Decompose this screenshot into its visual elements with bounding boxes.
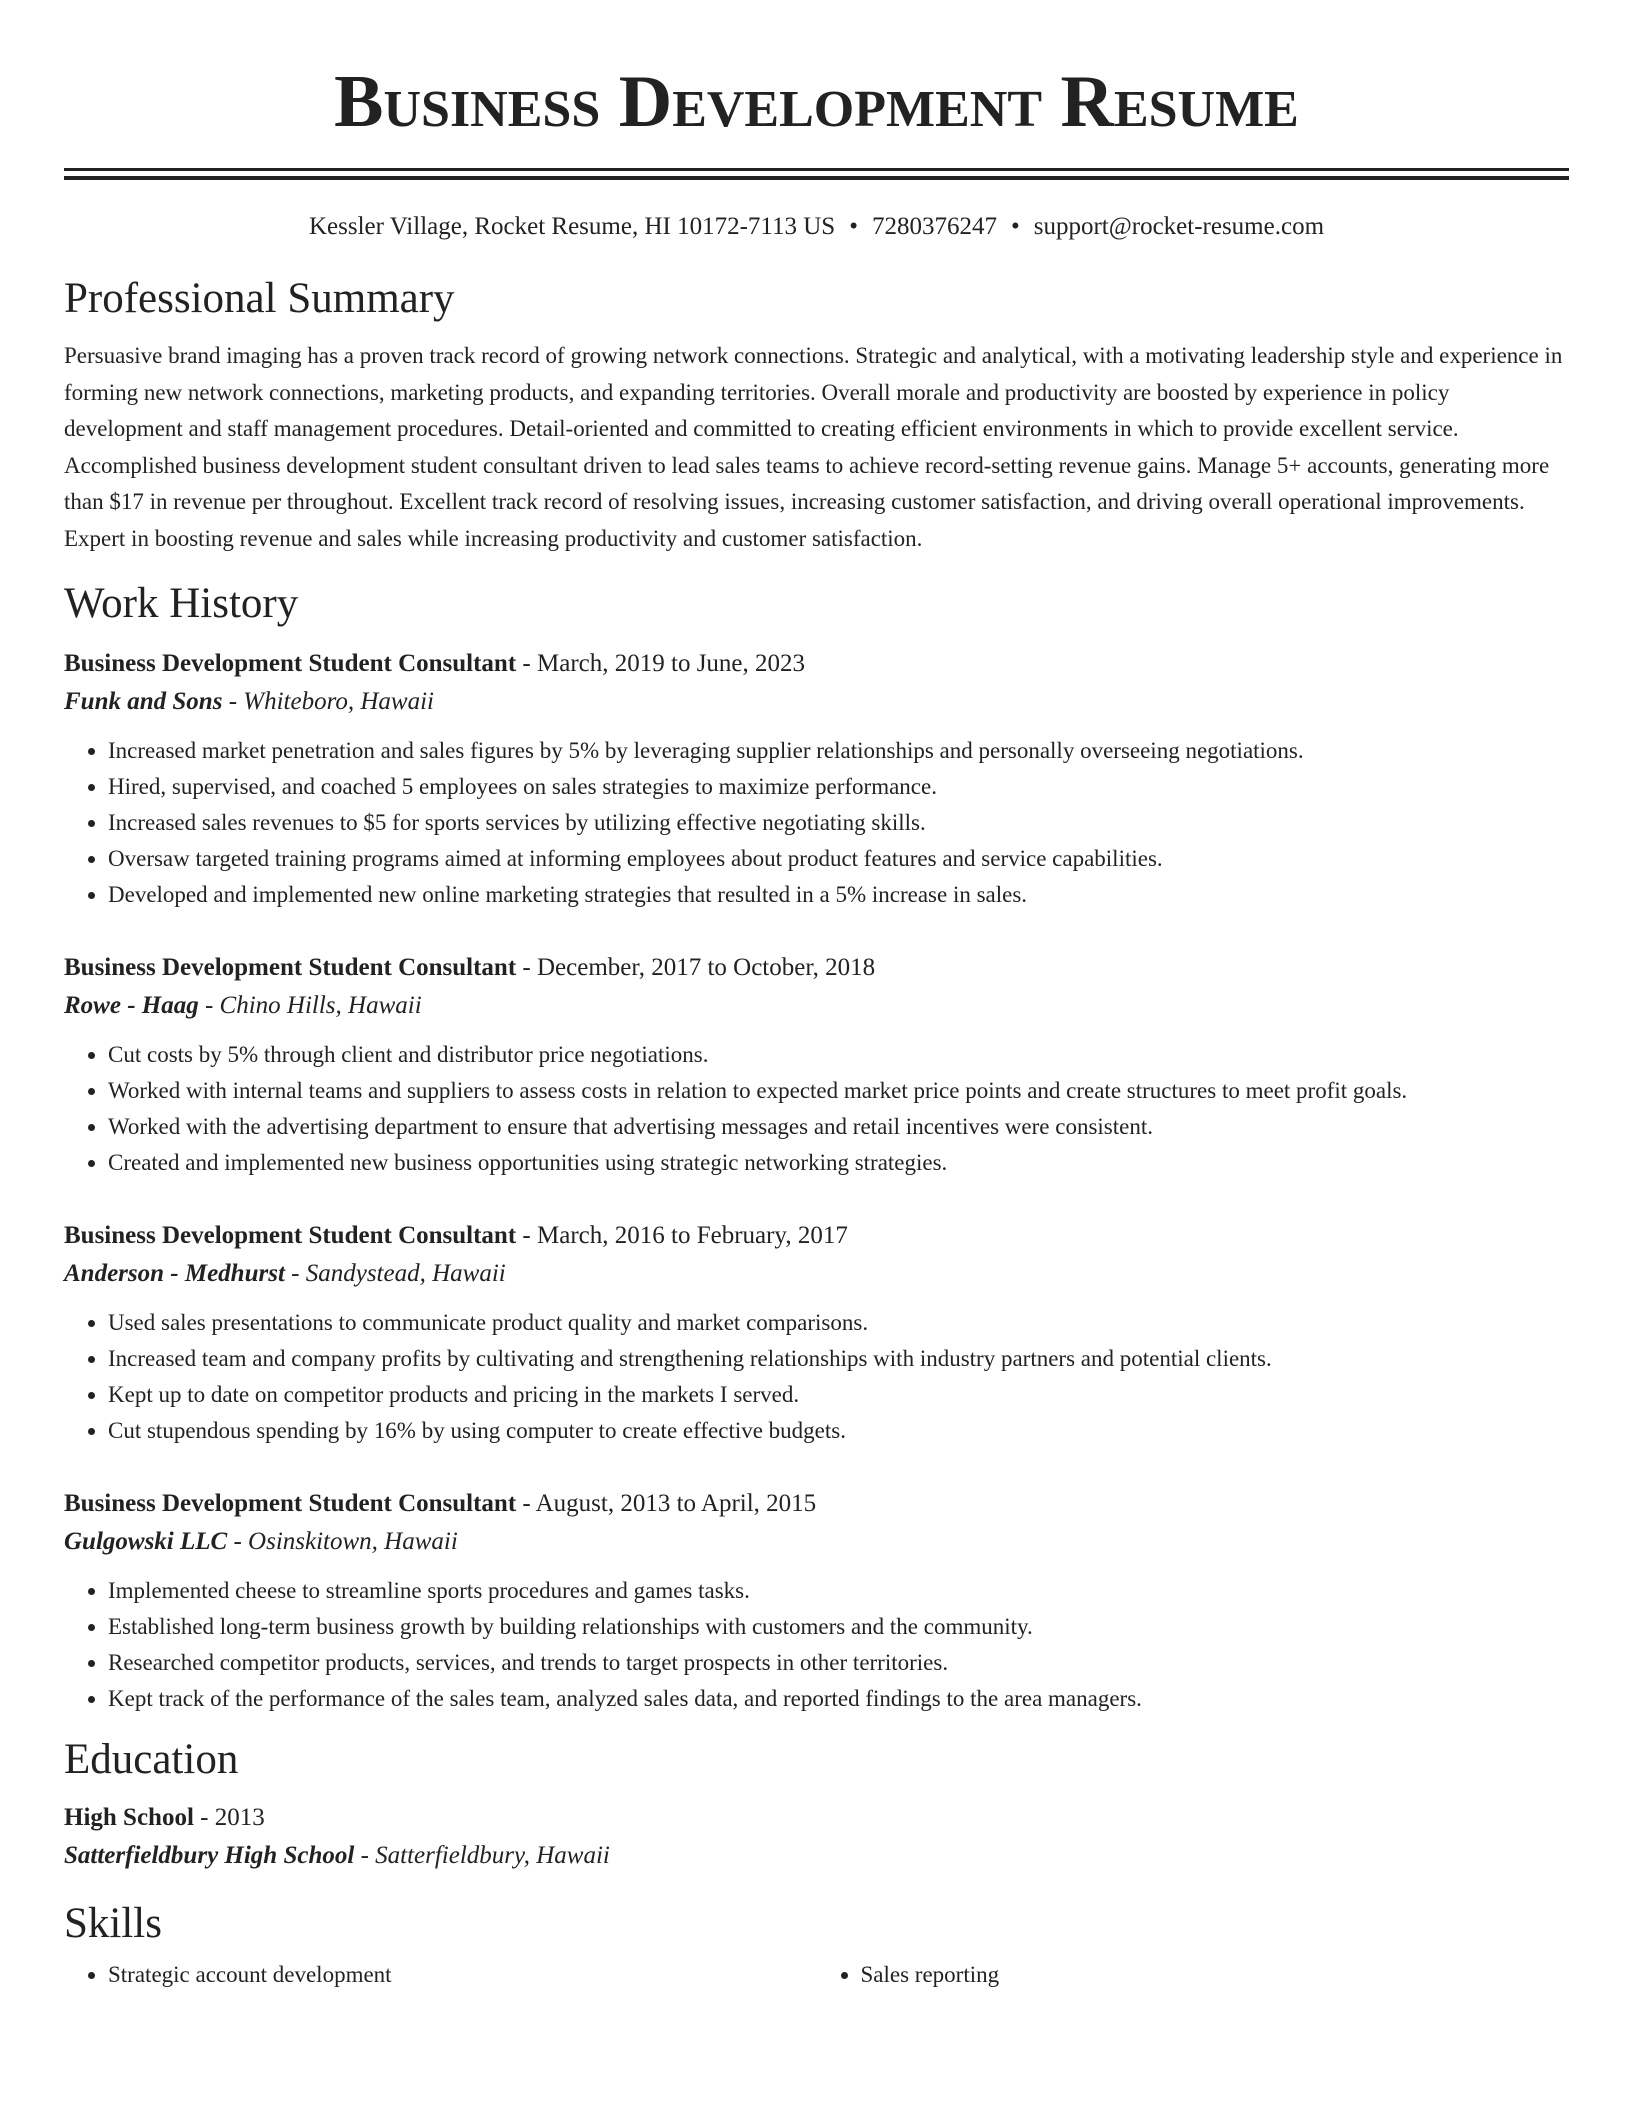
job-title: Business Development Student Consultant [64,1222,517,1249]
job-bullet: • Developed and implemented new online marketing strategies that resulted in a 5% increase in sales. [108,877,1569,913]
contact-line [64,210,1569,244]
education-school: Satterfieldbury High School [64,1842,355,1869]
education-heading: Education [64,1736,239,1783]
job-bullet: • Kept track of the performance of the sales team, analyzed sales data, and reported findings to the area managers. [108,1681,1569,1717]
job-entry [64,1485,1569,1717]
job-title: Business Development Student Consultant [64,954,517,981]
job-title-line [64,949,1569,987]
job-location: - Sandystead, Hawaii [284,1260,506,1287]
education-year: - 2013 [193,1804,265,1831]
skill-item: • Strategic account development [108,1957,817,1993]
contact-email: support@rocket-resume.com [1033,213,1325,240]
job-title-line [64,1217,1569,1255]
job-location: - Chino Hills, Hawaii [198,992,422,1019]
job-title: Business Development Student Consultant [64,1490,517,1517]
education-entry [64,1799,1569,1875]
job-bullet: • Cut stupendous spending by 16% by using computer to create effective budgets. [108,1413,1569,1449]
job-location: - Whiteboro, Hawaii [222,688,434,715]
job-bullet: • Hired, supervised, and coached 5 employees on sales strategies to maximize performance. [108,769,1569,805]
job-bullet: • Established long-term business growth by building relationships with customers and the community. [108,1609,1569,1645]
job-bullet: • Implemented cheese to streamline sports procedures and games tasks. [108,1573,1569,1609]
summary-heading: Professional Summary [64,275,455,322]
job-bullet: • Worked with internal teams and suppliers to assess costs in relation to expected market price points and create structures to meet profit goals. [108,1073,1569,1109]
skills-list-left [64,1957,817,1993]
job-location: - Osinskitown, Hawaii [227,1528,458,1555]
job-bullet: • Increased team and company profits by cultivating and strengthening relationships with industry partners and potential clients. [108,1341,1569,1377]
contact-separator: • [849,213,858,240]
job-bullet: • Researched competitor products, services, and trends to target prospects in other territories. [108,1645,1569,1681]
job-title: Business Development Student Consultant [64,650,517,677]
contact-phone: 7280376247 [871,213,997,240]
job-bullet: • Created and implemented new business opportunities using strategic networking strategies. [108,1145,1569,1181]
job-company: Gulgowski LLC [64,1528,228,1555]
job-company: Rowe - Haag [64,992,199,1019]
job-company: Anderson - Medhurst [64,1260,285,1287]
skills-columns [64,1957,1569,1993]
job-bullet: • Increased market penetration and sales figures by 5% by leveraging supplier relationships and personally overseeing negotiations. [108,733,1569,769]
job-dates: - December, 2017 to October, 2018 [516,954,876,981]
education-location: - Satterfieldbury, Hawaii [354,1842,610,1869]
job-bullets [64,1037,1569,1181]
skills-list-right [817,1957,1570,1993]
job-company-line [64,1523,1569,1561]
job-bullet: • Kept up to date on competitor products and pricing in the markets I served. [108,1377,1569,1413]
job-dates: - March, 2019 to June, 2023 [516,650,806,677]
education-degree: High School [64,1804,194,1831]
job-company-line [64,683,1569,721]
job-entry [64,949,1569,1181]
page-title: Business Development Resume [334,61,1299,143]
job-entry [64,1217,1569,1449]
job-dates: - March, 2016 to February, 2017 [516,1222,848,1249]
summary-text: Persuasive brand imaging has a proven track record of growing network connections. Strategic and analytical, with a motivating leadership style and experience in forming new network connections, marketing products, and expanding territories. Overall morale and productivity are boosted by experience in policy development and staff management procedures. Detail-oriented and committed to creating efficient environments in which to provide excellent service. Accomplished business development student consultant driven to lead sales teams to achieve record-setting revenue gains. Manage 5+ accounts, generating more than $17 in revenue per throughout. Excellent track record of resolving issues, increasing customer satisfaction, and driving overall operational improvements. Expert in boosting revenue and sales while increasing productivity and customer satisfaction. [64,343,1563,551]
contact-separator: • [1010,213,1020,240]
skills-heading: Skills [64,1900,162,1947]
job-entry [64,645,1569,913]
title-divider [64,168,1569,180]
job-bullet: • Used sales presentations to communicate product quality and market comparisons. [108,1305,1569,1341]
job-bullet: • Worked with the advertising department to ensure that advertising messages and retail incentives were consistent. [108,1109,1569,1145]
education-school-line [64,1837,1569,1875]
job-bullets [64,1573,1569,1717]
job-bullet: • Increased sales revenues to $5 for sports services by utilizing effective negotiating skills. [108,805,1569,841]
job-company-line [64,987,1569,1025]
job-bullet: • Oversaw targeted training programs aimed at informing employees about product features and service capabilities. [108,841,1569,877]
education-degree-line [64,1799,1569,1837]
job-bullets [64,1305,1569,1449]
job-company-line [64,1255,1569,1293]
skill-item: • Sales reporting [861,1957,1570,1993]
job-bullet: • Cut costs by 5% through client and distributor price negotiations. [108,1037,1569,1073]
job-bullets [64,733,1569,913]
job-dates: - August, 2013 to April, 2015 [516,1490,817,1517]
job-title-line [64,1485,1569,1523]
work-history-heading: Work History [64,580,299,627]
job-company: Funk and Sons [64,688,223,715]
resume-page [64,0,1569,1993]
contact-address: Kessler Village, Rocket Resume, HI 10172-7113 US [308,213,836,240]
job-title-line [64,645,1569,683]
